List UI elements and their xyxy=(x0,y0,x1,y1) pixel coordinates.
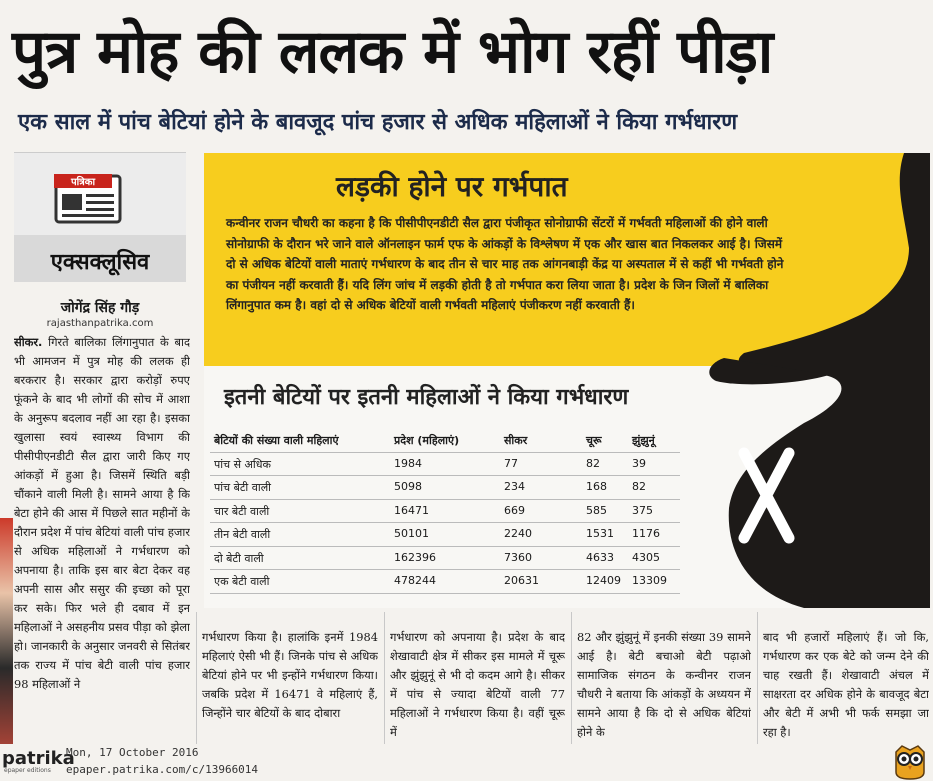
table-cell: 12409 xyxy=(586,574,621,587)
column-rule xyxy=(571,612,572,744)
table-cell: 82 xyxy=(632,480,646,493)
table-cell: चार बेटी वाली xyxy=(214,504,270,518)
table-cell: 669 xyxy=(504,503,525,517)
table-cell: तीन बेटी वाली xyxy=(214,528,271,541)
data-table xyxy=(210,429,680,594)
table-cell: दो बेटी वाली xyxy=(214,551,264,565)
table-title: इतनी बेटियों पर इतनी महिलाओं ने किया गर्भधारण xyxy=(224,385,629,410)
table-row xyxy=(210,523,680,547)
column-rule xyxy=(757,612,758,744)
dateline: सीकर. xyxy=(14,335,43,349)
table-cell: 1531 xyxy=(586,527,614,540)
column-rule xyxy=(196,612,197,744)
table-header-cell: प्रदेश (महिलाएं) xyxy=(394,434,460,447)
newspaper-icon xyxy=(52,172,128,228)
table-header-cell: झुंझुनूं xyxy=(632,434,655,447)
article-column-2: गर्भधारण को अपनाया है। प्रदेश के बाद शेखावाटी क्षेत्र में सीकर इस मामले में चूरू और झुंझुनूं से भी दो कदम आगे है। सीकर में पांच से ज्यादा बेटियों वाली 77 महिलाओं ने गर्भधारण किया है। वहीं चूरू में xyxy=(390,630,565,739)
edition-date: Mon, 17 October 2016 xyxy=(66,746,199,759)
byline-site: rajasthanpatrika.com xyxy=(46,318,154,329)
infographic-text: कन्वीनर राजन चौधरी का कहना है कि पीसीपीएनडीटी सैल द्वारा पंजीकृत सोनोग्राफी सेंटरों में गर्भवती महिलाओं की होने वाली सोनोग्राफी के दौरान भरे जाने वाले ऑनलाइन फार्म एफ के आंकड़ों के विश्लेषण में एक और खास बात निकलकर आई है। जिसमें दो से अधिक बेटियों वाली माताएं गर्भधारण के बाद तीन से चार माह तक आंगनबाड़ी केंद्र या अस्पताल में से कहीं भी गर्भवती होने का पंजीयन नहीं करवाती हैं। यदि लिंग जांच में लड़की होती है तो गर्भपात करा लिया जाता है। प्रदेश के जिन जिलों में बालिका लिंगानुपात कम है। वहां दो से अधिक बेटियों वाली गर्भवती महिलाएं पंजीकरण नहीं करवाती हैं। xyxy=(226,216,784,312)
table-cell: 4633 xyxy=(586,550,614,564)
table-cell: पांच से अधिक xyxy=(214,457,271,471)
brand-subtitle: epaper editions xyxy=(4,767,51,774)
subheadline: एक साल में पांच बेटियां होने के बावजूद पांच हजार से अधिक महिलाओं ने किया गर्भधारण xyxy=(18,110,738,135)
table-cell: 20631 xyxy=(504,574,539,587)
table-cell: 2240 xyxy=(504,527,532,540)
article-column-4: बाद भी हजारों महिलाएं हैं। जो कि, गर्भधारण कर एक बेटे को जन्म देने की चाह रखती हैं। शेखावाटी अंचल में साक्षरता दर अधिक होने के बावजूद बेटा और बेटी में अभी भी फर्क समझा जा रहा है। xyxy=(763,630,929,739)
table-cell: 234 xyxy=(504,480,525,493)
table-cell: 1984 xyxy=(394,456,422,470)
owl-icon xyxy=(892,742,928,780)
infographic xyxy=(204,153,930,608)
exclusive-label: एक्सक्लूसिव xyxy=(50,250,150,275)
table-cell: 5098 xyxy=(394,480,422,493)
table-cell: 16471 xyxy=(394,503,429,517)
logo-name: पत्रिका xyxy=(70,177,96,188)
left-column-text: गिरते बालिका लिंगानुपात के बाद भी आमजन में पुत्र मोह की ललक ही बरकरार है। सरकार द्वारा करोड़ों रुपए फूंकने के बाद भी लोगों की सोच में आशा के अनुरूप बदलाव नहीं आ रहा है। इसका खुलासा स्वयं स्वास्थ्य विभाग की पीसीपीएनडीटी सैल द्वारा जारी किए गए आंकड़ों में हुआ है। जिसमें स्थिति बड़ी चौंकाने वाली मिली है। सामने आया है कि बेटा होने की आस में पिछले सात महीनों के दौरान प्रदेश में पांच बेटियां वाली पांच हजार से अधिक महिलाओं ने गर्भधारण को अपनाया है। ताकि इस बार बेटा देकर वह अपनी सास और ससुर की इच्छा को पूरा कर सके। फिर भले ही दबाव में इन महिलाओं ने असहनीय प्रसव पीड़ा को झेला हो। जानकारी के अनुसार जनवरी से सितंबर तक राज्य में पांच बेटी वाली पांच हजार 98 महिलाओं ने xyxy=(14,335,190,691)
left-column xyxy=(14,333,190,743)
table-cell: 585 xyxy=(586,503,607,517)
byline-author: जोगेंद्र सिंह गौड़ xyxy=(60,300,140,316)
headline: पुत्र मोह की ललक में भोग रहीं पीड़ा xyxy=(12,17,773,87)
table-cell: 162396 xyxy=(394,550,436,564)
table-header-cell: चूरू xyxy=(586,434,602,447)
table-cell: 4305 xyxy=(632,550,660,564)
table-row xyxy=(210,500,680,524)
edition-url[interactable]: epaper.patrika.com/c/13966014 xyxy=(66,763,259,776)
table-cell: एक बेटी वाली xyxy=(214,575,270,588)
table-row xyxy=(210,453,680,477)
column-rule xyxy=(384,612,385,744)
table-cell: पांच बेटी वाली xyxy=(214,481,272,494)
infographic-title: लड़की होने पर गर्भपात xyxy=(336,170,568,203)
table-cell: 168 xyxy=(586,480,607,493)
brand-logo[interactable]: patrika xyxy=(2,748,75,769)
table-header-cell: बेटियों की संख्या वाली महिलाएं xyxy=(214,434,339,447)
table-cell: 39 xyxy=(632,456,646,470)
table-header-row xyxy=(210,429,680,453)
article-column-1: गर्भधारण किया है। हालांकि इनमें 1984 महिलाएं ऐसी भी हैं। जिनके पांच से अधिक बेटियां होने पर भी इन्होंने गर्भधारण किया। जबकि प्रदेश में 16471 वे महिलाएं हैं, जिन्होंने चार बेटियों के बाद दोबारा xyxy=(202,630,378,720)
headline-area xyxy=(0,2,933,102)
table-cell: 82 xyxy=(586,456,600,470)
table-cell: 50101 xyxy=(394,527,429,540)
article-column-3: 82 और झुंझुनूं में इनकी संख्या 39 सामने आई है। बेटी बचाओ बेटी पढ़ाओ सामाजिक संगठन के कन्वीनर राजन चौधरी ने बताया कि आंकड़ों के अध्ययन में सामने आया है कि दो से अधिक बेटियां होने के xyxy=(577,630,751,739)
table-cell: 375 xyxy=(632,503,653,517)
table-row xyxy=(210,570,680,594)
table-cell: 7360 xyxy=(504,550,532,564)
table-cell: 13309 xyxy=(632,574,667,587)
table-cell: 478244 xyxy=(394,574,436,587)
table-cell: 77 xyxy=(504,456,518,470)
table-cell: 1176 xyxy=(632,527,660,540)
table-row xyxy=(210,476,680,500)
table-header-cell: सीकर xyxy=(504,434,528,447)
table-row xyxy=(210,547,680,571)
edge-photo xyxy=(0,518,13,768)
